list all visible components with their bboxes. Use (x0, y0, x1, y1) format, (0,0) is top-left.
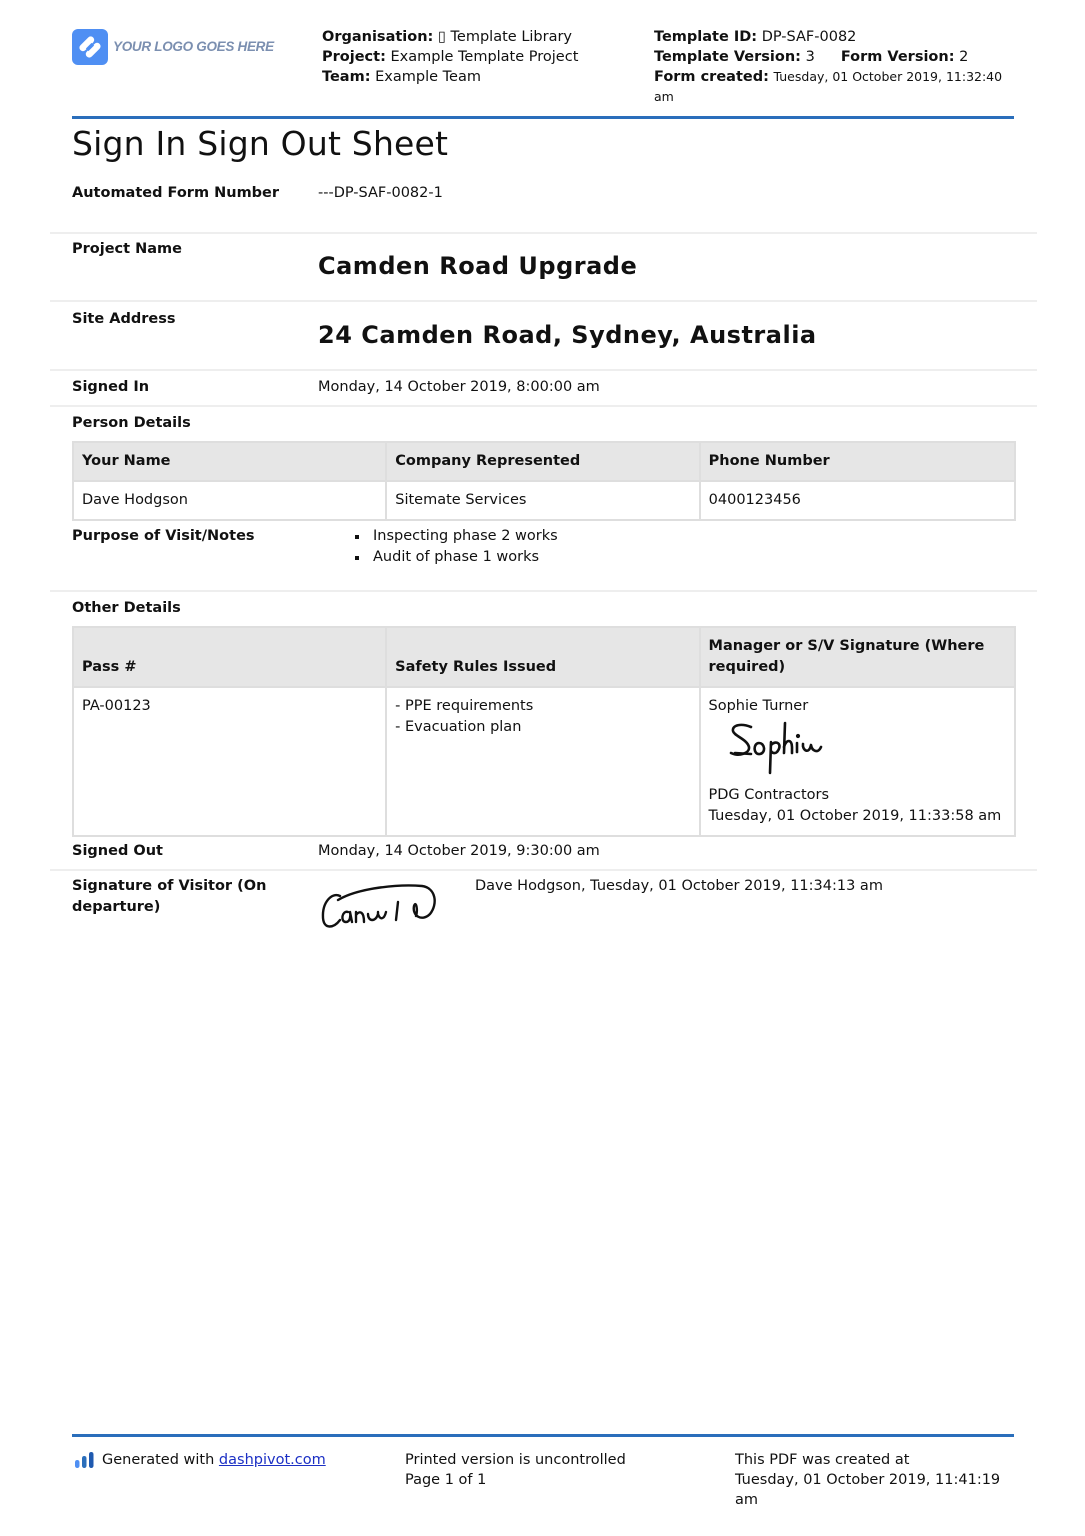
organisation-value: ▯ Template Library (437, 29, 573, 45)
template-id-line: Template ID: DP-SAF-0082 (654, 29, 857, 45)
col-header-manager-signature: Manager or S/V Signature (Where required) (700, 627, 1015, 687)
form-number-value: ---DP-SAF-0082-1 (318, 185, 443, 201)
rule-item: - PPE requirements (395, 698, 534, 714)
divider (50, 405, 1037, 407)
visitor-signature-image (318, 882, 440, 938)
manager-company: PDG Contractors (708, 787, 830, 803)
form-created-value: Tuesday, 01 October 2019, 11:32:40 am (654, 69, 1003, 104)
cell-manager-signature (700, 687, 1015, 836)
divider (50, 590, 1037, 592)
page-number: Page 1 of 1 (405, 1472, 487, 1488)
team-line: Team: Example Team (322, 69, 481, 85)
cell-pass: PA-00123 (73, 687, 386, 836)
table-row (73, 687, 1015, 836)
organisation-line: Organisation: ▯ Template Library (322, 29, 573, 45)
table-row (73, 481, 1015, 520)
other-details-table (72, 626, 1016, 837)
footer-right (735, 1450, 1015, 1510)
pdf-created-label: This PDF was created at (735, 1452, 910, 1468)
table-header-row (73, 442, 1015, 481)
template-meta (654, 27, 1014, 107)
generated-prefix: Generated with (102, 1452, 215, 1468)
divider (50, 300, 1037, 302)
logo-icon (72, 29, 108, 65)
divider (50, 369, 1037, 371)
signed-in-value: Monday, 14 October 2019, 8:00:00 am (318, 379, 600, 395)
site-address-value: 24 Camden Road, Sydney, Australia (318, 321, 817, 349)
form-created-line: Form created: Tuesday, 01 October 2019, 11:32:40 am (654, 69, 1003, 104)
team-value: Example Team (375, 69, 481, 85)
cell-name: Dave Hodgson (73, 481, 386, 520)
dashpivot-logo-icon (74, 1452, 96, 1468)
signature-icon (318, 882, 440, 934)
visitor-signature-label: Signature of Visitor (On departure) (72, 878, 267, 915)
cell-phone: 0400123456 (700, 481, 1015, 520)
visitor-signature-caption: Dave Hodgson, Tuesday, 01 October 2019, 11:34:13 am (475, 878, 883, 894)
org-meta (322, 27, 578, 87)
col-header-pass: Pass # (73, 627, 386, 687)
pdf-created-value: Tuesday, 01 October 2019, 11:41:19 am (735, 1472, 1001, 1508)
col-header-phone: Phone Number (700, 442, 1015, 481)
project-name-value: Camden Road Upgrade (318, 252, 638, 280)
template-id-value: DP-SAF-0082 (761, 29, 857, 45)
person-details-table (72, 441, 1016, 521)
purpose-list-wrap (318, 526, 558, 568)
manager-timestamp: Tuesday, 01 October 2019, 11:33:58 am (708, 808, 1002, 824)
project-name-label: Project Name (72, 241, 182, 257)
signed-in-label: Signed In (72, 379, 150, 395)
signed-out-value: Monday, 14 October 2019, 9:30:00 am (318, 843, 600, 859)
col-header-name: Your Name (73, 442, 386, 481)
list-item: Audit of phase 1 works (373, 547, 558, 568)
table-header-row (73, 627, 1015, 687)
project-value: Example Template Project (390, 49, 579, 65)
signed-out-label: Signed Out (72, 843, 163, 859)
signature-icon (729, 717, 844, 779)
uncontrolled-notice: Printed version is uncontrolled (405, 1452, 626, 1468)
project-line: Project: Example Template Project (322, 49, 579, 65)
footer-center (405, 1450, 626, 1490)
col-header-company: Company Represented (386, 442, 699, 481)
logo (72, 29, 108, 65)
form-version-value: 2 (959, 49, 969, 65)
col-header-safety-rules: Safety Rules Issued (386, 627, 699, 687)
dashpivot-link[interactable]: dashpivot.com (218, 1452, 326, 1468)
cell-safety-rules (386, 687, 699, 836)
cell-company: Sitemate Services (386, 481, 699, 520)
footer-divider (72, 1434, 1014, 1437)
divider (50, 869, 1037, 871)
other-details-label: Other Details (72, 600, 181, 616)
manager-name: Sophie Turner (708, 698, 809, 714)
list-item: Inspecting phase 2 works (373, 526, 558, 547)
logo-text: YOUR LOGO GOES HERE (113, 39, 274, 54)
rule-item: - Evacuation plan (395, 719, 522, 735)
person-details-label: Person Details (72, 415, 191, 431)
footer-generated (74, 1450, 326, 1470)
site-address-label: Site Address (72, 311, 176, 327)
manager-signature-image (709, 717, 1006, 785)
purpose-label: Purpose of Visit/Notes (72, 528, 255, 544)
version-line: Template Version: 3 Form Version: 2 (654, 49, 969, 65)
header-divider (72, 116, 1014, 119)
page-title: Sign In Sign Out Sheet (72, 124, 449, 163)
purpose-list (318, 526, 558, 568)
form-number-label: Automated Form Number (72, 185, 280, 201)
template-version-value: 3 (805, 49, 815, 65)
divider (50, 232, 1037, 234)
